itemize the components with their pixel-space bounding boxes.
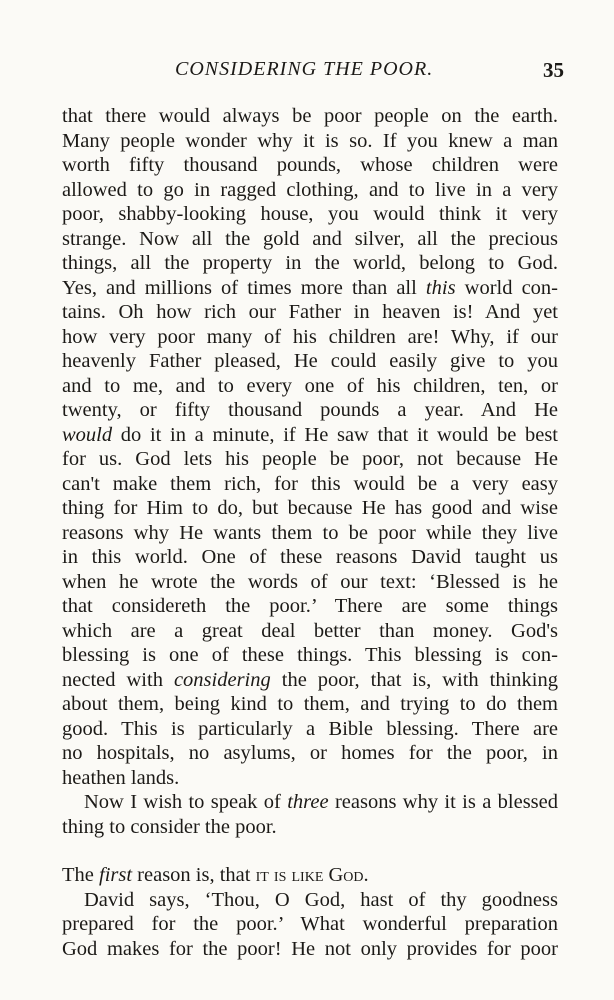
text-run: nected with <box>62 668 174 691</box>
text-line: thing for Him to do, but because He has good and wise <box>62 497 558 519</box>
text-run: the poor, that is, with thinking <box>270 668 558 691</box>
text-line: blessing is one of these things. This blessing is con- <box>62 644 558 666</box>
text-run: reason is, that <box>132 864 256 886</box>
text-line: and to me, and to every one of his children, ten, or <box>62 374 558 397</box>
text-line: about them, being kind to them, and trying to do them <box>62 693 558 715</box>
text-line: that considereth the poor.’ There are some things <box>62 595 558 617</box>
text-line <box>62 863 558 888</box>
italic-text: would <box>62 423 113 446</box>
text-run: do it in a minute, if He saw that it would be best <box>112 423 558 446</box>
text-line: God makes for the poor! He not only provides for poor <box>62 937 558 960</box>
text-run: Yes, and millions of times more than all <box>62 276 426 299</box>
text-line <box>62 790 558 815</box>
page-header <box>62 58 564 88</box>
text-line: things, all the property in the world, belong to God. <box>62 252 558 274</box>
text-line: heathen lands. <box>62 766 180 789</box>
running-head: CONSIDERING THE POOR. <box>175 58 434 80</box>
text-line: reasons why He wants them to be poor while they live <box>62 521 558 544</box>
text-line: can't make them rich, for this would be a very easy <box>62 472 558 495</box>
italic-text: first <box>99 864 133 886</box>
text-line: which are a great deal better than money. God's <box>62 619 558 642</box>
text-line <box>62 423 558 448</box>
body-text <box>62 104 558 961</box>
text-line: prepared for the poor.’ What wonderful preparation <box>62 913 558 935</box>
text-line: no hospitals, no asylums, or homes for the poor, in <box>62 742 558 764</box>
small-caps-text: it is like God. <box>255 864 369 886</box>
text-line <box>62 668 558 693</box>
text-line: good. This is particularly a Bible blessing. There are <box>62 717 558 740</box>
text-line: David says, ‘Thou, O God, hast of thy goodness <box>84 888 558 911</box>
text-line: twenty, or fifty thousand pounds a year. And He <box>62 399 558 421</box>
text-run: Now I wish to speak of <box>84 791 288 813</box>
text-line: allowed to go in ragged clothing, and to live in a very <box>62 178 558 201</box>
italic-text: considering <box>173 668 271 691</box>
text-line: when he wrote the words of our text: ‘Blessed is he <box>62 570 558 593</box>
italic-text: this <box>425 276 456 299</box>
text-line: worth fifty thousand pounds, whose children were <box>62 154 558 176</box>
text-line: thing to consider the poor. <box>62 815 277 838</box>
page-number: 35 <box>543 58 564 82</box>
text-line: poor, shabby-looking house, you would think it very <box>62 203 558 225</box>
paragraph-gap <box>62 839 558 863</box>
text-line: that there would always be poor people on the earth. <box>62 105 558 127</box>
text-line: in this world. One of these reasons David taught us <box>62 546 558 568</box>
text-line: strange. Now all the gold and silver, all the precious <box>62 227 558 250</box>
text-line: for us. God lets his people be poor, not because He <box>62 448 558 470</box>
italic-text: three <box>287 791 329 813</box>
text-line: how very poor many of his children are! Why, if our <box>62 325 558 348</box>
text-run: reasons why it is a blessed <box>328 791 558 813</box>
text-line: Many people wonder why it is so. If you knew a man <box>62 129 558 152</box>
text-run: world con- <box>455 276 558 299</box>
text-line: heavenly Father pleased, He could easily give to you <box>62 350 558 372</box>
text-run: The <box>62 864 99 886</box>
text-line <box>62 276 558 301</box>
text-line: tains. Oh how rich our Father in heaven is! And yet <box>62 301 558 323</box>
